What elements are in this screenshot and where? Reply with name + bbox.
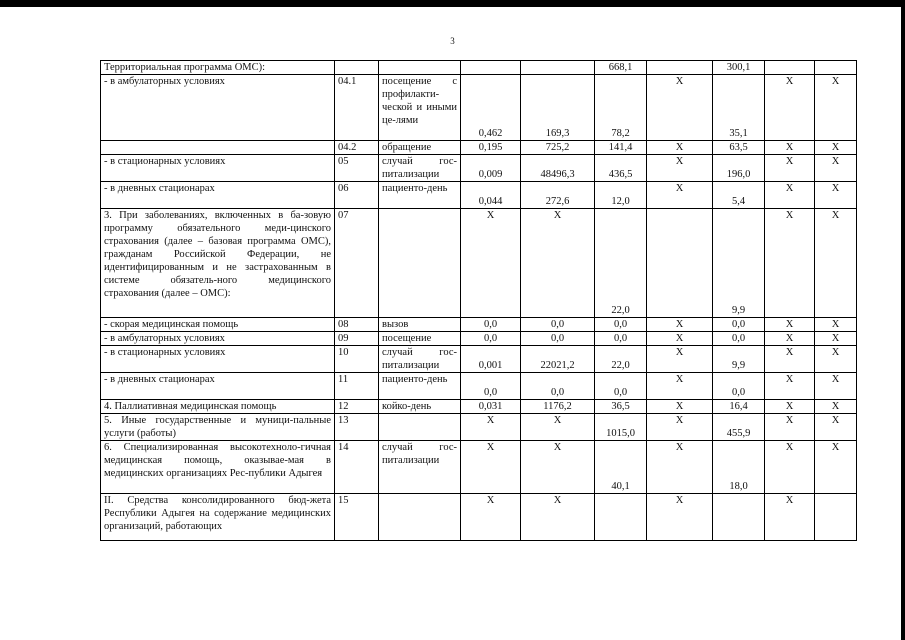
table-cell: X xyxy=(765,373,815,400)
table-cell: 22,0 xyxy=(595,209,647,318)
table-cell: 0,0 xyxy=(521,373,595,400)
table-cell: 0,0 xyxy=(595,318,647,332)
table-cell: 78,2 xyxy=(595,75,647,141)
table-cell: 5,4 xyxy=(713,182,765,209)
table-cell: 48496,3 xyxy=(521,155,595,182)
table-cell: X xyxy=(765,494,815,541)
page-number: 3 xyxy=(450,36,455,46)
table-cell: X xyxy=(647,318,713,332)
table-cell: X xyxy=(765,155,815,182)
table-cell: 5. Иные государственные и муници-пальные услуги (работы) xyxy=(101,414,335,441)
table-cell: X xyxy=(815,209,857,318)
table-cell: 14 xyxy=(335,441,379,494)
table-cell: 0,0 xyxy=(461,332,521,346)
table-cell xyxy=(379,209,461,318)
table-cell: X xyxy=(647,155,713,182)
table-cell: X xyxy=(765,141,815,155)
table-cell: 0,0 xyxy=(461,373,521,400)
table-cell: X xyxy=(461,209,521,318)
table-cell: X xyxy=(647,75,713,141)
top-edge-bar xyxy=(0,0,905,7)
table-cell: 436,5 xyxy=(595,155,647,182)
table-cell: случай гос-питализации xyxy=(379,346,461,373)
table-cell: X xyxy=(765,209,815,318)
table-cell: 6. Специализированная высокотехноло-гичная медицинская помощь, оказывае-мая в медицинских организациях Рес-публики Адыгея xyxy=(101,441,335,494)
table-cell: 668,1 xyxy=(595,61,647,75)
table-cell: вызов xyxy=(379,318,461,332)
table-cell: 725,2 xyxy=(521,141,595,155)
table-cell: X xyxy=(815,441,857,494)
table-cell xyxy=(521,61,595,75)
table-cell: X xyxy=(647,373,713,400)
table-cell: пациенто-день xyxy=(379,182,461,209)
table-cell xyxy=(379,61,461,75)
table-cell: 36,5 xyxy=(595,400,647,414)
table-cell: 05 xyxy=(335,155,379,182)
table-cell: X xyxy=(521,414,595,441)
table-cell: X xyxy=(647,332,713,346)
table-cell: случай гос-питализации xyxy=(379,441,461,494)
table-cell: X xyxy=(521,441,595,494)
table-cell: 455,9 xyxy=(713,414,765,441)
table-cell: - в амбулаторных условиях xyxy=(101,75,335,141)
budget-table xyxy=(100,60,857,541)
table-cell: 0,462 xyxy=(461,75,521,141)
table-cell: X xyxy=(815,414,857,441)
table-cell xyxy=(647,209,713,318)
table-cell: 22021,2 xyxy=(521,346,595,373)
table-row xyxy=(101,400,857,414)
table-cell: койко-день xyxy=(379,400,461,414)
table-cell: 22,0 xyxy=(595,346,647,373)
table-cell: 13 xyxy=(335,414,379,441)
table-cell: 0,009 xyxy=(461,155,521,182)
table-cell: 12,0 xyxy=(595,182,647,209)
table-cell: X xyxy=(765,346,815,373)
table-cell: пациенто-день xyxy=(379,373,461,400)
table-cell: 15 xyxy=(335,494,379,541)
table-cell: X xyxy=(647,346,713,373)
table-row xyxy=(101,318,857,332)
table-cell: - скорая медицинская помощь xyxy=(101,318,335,332)
table-cell: 18,0 xyxy=(713,441,765,494)
table-cell: X xyxy=(647,494,713,541)
table-cell: 10 xyxy=(335,346,379,373)
table-cell xyxy=(765,61,815,75)
table-cell xyxy=(379,494,461,541)
table-cell: X xyxy=(461,494,521,541)
table-cell: 12 xyxy=(335,400,379,414)
table-cell: X xyxy=(461,414,521,441)
table-cell: X xyxy=(815,373,857,400)
table-cell: посещение xyxy=(379,332,461,346)
table-cell: 9,9 xyxy=(713,346,765,373)
table-cell: 0,0 xyxy=(595,332,647,346)
table-row xyxy=(101,155,857,182)
table-cell: посещение с профилакти-ческой и иными це-лями xyxy=(379,75,461,141)
table-cell: 1015,0 xyxy=(595,414,647,441)
table-cell: X xyxy=(765,182,815,209)
table-cell: II. Средства консолидированного бюд-жета Республики Адыгея на содержание медицинских организаций, работающих xyxy=(101,494,335,541)
table-cell: X xyxy=(461,441,521,494)
right-edge-bar xyxy=(901,0,905,640)
table-cell: 0,0 xyxy=(595,373,647,400)
table-cell: 0,044 xyxy=(461,182,521,209)
table-cell xyxy=(713,494,765,541)
table-cell: X xyxy=(647,141,713,155)
table-cell: X xyxy=(815,75,857,141)
table-cell: X xyxy=(647,414,713,441)
table-cell: X xyxy=(647,400,713,414)
table-cell: 3. При заболеваниях, включенных в ба-зовую программу обязательного меди-цинского страхования (далее – базовая программа ОМС), гражданам Российской Федерации, не идентифицированным и не застрахованным в системе обязатель-ного медицинского страхования (далее – ОМС): xyxy=(101,209,335,318)
table-cell xyxy=(461,61,521,75)
table-cell: - в амбулаторных условиях xyxy=(101,332,335,346)
table-row xyxy=(101,75,857,141)
table-row xyxy=(101,441,857,494)
table-cell: 0,001 xyxy=(461,346,521,373)
table-cell: - в дневных стационарах xyxy=(101,182,335,209)
table-cell: X xyxy=(521,494,595,541)
table-cell: 16,4 xyxy=(713,400,765,414)
table-cell: X xyxy=(765,441,815,494)
table-row xyxy=(101,346,857,373)
table-cell: X xyxy=(815,318,857,332)
table-cell: X xyxy=(647,182,713,209)
table-cell: 09 xyxy=(335,332,379,346)
table-cell: X xyxy=(521,209,595,318)
table-cell xyxy=(101,141,335,155)
table-cell: X xyxy=(815,141,857,155)
table-cell: 0,031 xyxy=(461,400,521,414)
table-cell: обращение xyxy=(379,141,461,155)
table-cell: 40,1 xyxy=(595,441,647,494)
table-cell: X xyxy=(647,441,713,494)
table-cell: - в стационарных условиях xyxy=(101,155,335,182)
table-cell: случай гос-питализации xyxy=(379,155,461,182)
table-row xyxy=(101,182,857,209)
table-cell: 35,1 xyxy=(713,75,765,141)
table-cell xyxy=(379,414,461,441)
table-cell: - в дневных стационарах xyxy=(101,373,335,400)
table-cell: 04.2 xyxy=(335,141,379,155)
table-cell: X xyxy=(765,414,815,441)
table-row xyxy=(101,61,857,75)
table-cell: 0,0 xyxy=(713,332,765,346)
table-cell: 9,9 xyxy=(713,209,765,318)
table-cell: 196,0 xyxy=(713,155,765,182)
table-cell xyxy=(595,494,647,541)
table-cell: 272,6 xyxy=(521,182,595,209)
table-cell: 300,1 xyxy=(713,61,765,75)
table-cell: 04.1 xyxy=(335,75,379,141)
table-cell: 07 xyxy=(335,209,379,318)
table-row xyxy=(101,373,857,400)
table-cell xyxy=(647,61,713,75)
table-row xyxy=(101,494,857,541)
table-cell: X xyxy=(765,332,815,346)
table-cell xyxy=(335,61,379,75)
table-cell: X xyxy=(815,155,857,182)
table-row xyxy=(101,332,857,346)
table-cell: 1176,2 xyxy=(521,400,595,414)
table-cell: 11 xyxy=(335,373,379,400)
table-cell: X xyxy=(765,400,815,414)
table-cell: X xyxy=(815,332,857,346)
table-cell: 63,5 xyxy=(713,141,765,155)
table-cell: 0,0 xyxy=(713,373,765,400)
table-cell: 06 xyxy=(335,182,379,209)
table-cell: 0,0 xyxy=(521,318,595,332)
table-cell: 141,4 xyxy=(595,141,647,155)
table-cell: 08 xyxy=(335,318,379,332)
table-cell xyxy=(815,61,857,75)
table-cell: 169,3 xyxy=(521,75,595,141)
table-cell: 4. Паллиативная медицинская помощь xyxy=(101,400,335,414)
table-cell: X xyxy=(765,75,815,141)
table-cell: 0,0 xyxy=(521,332,595,346)
table-cell: X xyxy=(815,182,857,209)
table-cell: 0,0 xyxy=(461,318,521,332)
table-row xyxy=(101,414,857,441)
table-cell xyxy=(815,494,857,541)
table-cell: - в стационарных условиях xyxy=(101,346,335,373)
table-cell: 0,0 xyxy=(713,318,765,332)
table-row xyxy=(101,209,857,318)
table-cell: X xyxy=(815,400,857,414)
table-cell: X xyxy=(815,346,857,373)
table-cell: Территориальная программа ОМС): xyxy=(101,61,335,75)
table-cell: 0,195 xyxy=(461,141,521,155)
table-cell: X xyxy=(765,318,815,332)
table-row xyxy=(101,141,857,155)
